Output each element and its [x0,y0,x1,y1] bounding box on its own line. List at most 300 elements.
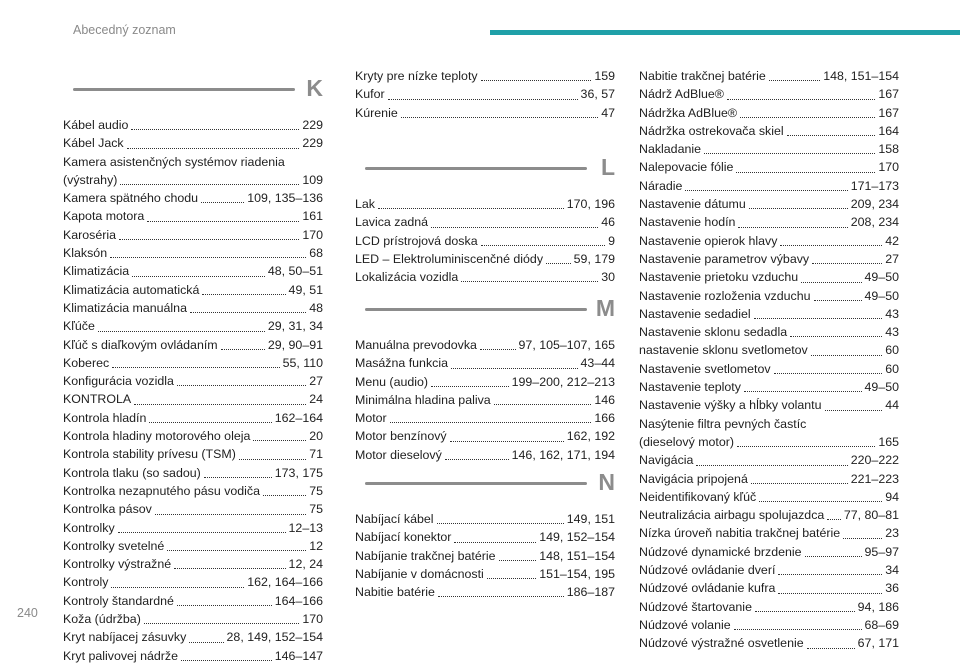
entry-pages: 173, 175 [274,465,323,480]
entry-pages: 71 [309,447,323,462]
entry-pages: 148, 151–154 [823,69,899,83]
index-entry [639,543,899,561]
dot-leader [546,263,571,264]
dot-leader [147,221,299,222]
entry-term: Kamera asistenčných systémov riadenia [63,154,285,169]
entry-term: Nastavenie sedadiel [639,306,751,321]
dot-leader [263,495,306,496]
index-entry [639,287,899,305]
dot-leader [149,422,271,423]
index-entry [639,104,899,122]
index-entry [63,628,323,646]
index-entries [63,116,323,665]
dot-leader [127,148,300,149]
index-entry [639,305,899,323]
entry-pages: 149, 152–154 [539,530,615,545]
entry-pages: 165 [878,434,899,449]
index-entry [639,122,899,140]
index-entry [639,451,899,469]
entry-term: Nabíjanie v domácnosti [355,566,484,581]
section-header [355,470,615,510]
entry-pages: 161 [302,209,323,224]
entry-term: Nastavenie rozloženia vzduchu [639,288,811,303]
dot-leader [167,550,306,551]
entry-term: Kontrola stability prívesu (TSM) [63,447,236,462]
index-section-n-continued [639,67,899,653]
dot-leader [132,276,265,277]
dot-leader [118,532,286,533]
entry-term: Náradie [639,178,683,193]
entry-term: Kábel Jack [63,136,124,151]
entry-pages: 36 [885,581,899,596]
entry-term: Kontrolky výstražné [63,557,172,572]
index-entry [63,281,323,299]
entry-pages: 220–222 [850,453,899,468]
entry-term: Kábel audio [63,118,129,132]
dot-leader [759,501,882,502]
entry-term: Kontrola tlaku (so sadou) [63,465,201,480]
entry-pages: 29, 31, 34 [267,319,323,334]
entry-pages: 34 [885,563,899,578]
entry-term: Karoséria [63,227,117,242]
entry-term: Navigácia [639,453,694,468]
index-entry [639,396,899,414]
index-entry [63,244,323,262]
entry-term: Nádržka AdBlue® [639,105,737,120]
dot-leader [378,208,564,209]
dot-leader [727,99,875,100]
entry-pages: 229 [302,118,323,132]
dot-leader [685,190,847,191]
dot-leader [119,239,299,240]
index-entry [355,510,615,528]
entry-term: Koberec [63,355,110,370]
dot-leader [736,172,875,173]
entry-pages: 158 [878,142,899,157]
entry-pages: 221–223 [850,471,899,486]
entry-pages: 162, 164–166 [247,575,323,590]
dot-leader [177,385,306,386]
index-entry [63,299,323,317]
entry-term: Kryt palivovej nádrže [63,648,179,663]
index-entry [639,415,899,452]
dot-leader [431,227,598,228]
entry-pages: 36, 57 [580,87,615,102]
entry-pages: 209, 234 [850,197,899,212]
entry-term: KONTROLA [63,392,132,407]
entry-pages: 170 [302,227,323,242]
entry-pages: 170 [878,160,899,175]
index-entry [355,268,615,286]
entry-pages: 49–50 [864,288,899,303]
index-entries [355,510,615,601]
entry-pages: 49–50 [864,380,899,395]
entry-term: LED – Elektroluminiscenčné diódy [355,251,544,266]
index-section-n [355,470,615,601]
dot-leader [111,587,244,588]
entry-pages: 162, 192 [566,429,615,444]
index-entry [355,250,615,268]
index-entry [355,213,615,231]
entry-term: Manuálna prevodovka [355,338,477,352]
entry-pages: 229 [302,136,323,151]
index-entry [639,598,899,616]
index-entry [355,547,615,565]
section-letter: N [598,469,615,495]
entry-term: Kryty pre nízke teploty [355,69,478,83]
index-entry [355,409,615,427]
section-letter: K [306,75,323,101]
dot-leader [499,560,537,561]
entry-pages: 208, 234 [850,215,899,230]
index-entry [639,561,899,579]
entry-pages: 23 [885,526,899,541]
entry-pages: 30 [601,270,615,285]
entry-term: Nasýtenie filtra pevných častíc [639,416,807,431]
index-entry [63,317,323,335]
dot-leader [749,208,848,209]
dot-leader [744,391,862,392]
index-section-k [63,76,323,665]
index-entry [355,85,615,103]
entry-term: Kryt nabíjacej zásuvky [63,630,187,645]
dot-leader [801,282,861,283]
index-entry [63,573,323,591]
entry-pages: 48 [309,300,323,315]
index-entry [355,427,615,445]
entry-pages: 29, 90–91 [267,337,323,352]
index-entry [639,470,899,488]
dot-leader [110,257,306,258]
entry-pages: 151–154, 195 [539,566,615,581]
index-entry [639,488,899,506]
section-divider [365,308,587,311]
entry-term: Lak [355,197,375,211]
entry-pages: 148, 151–154 [539,548,615,563]
entry-term: Neidentifikovaný kľúč [639,489,757,504]
index-entry [355,373,615,391]
dot-leader [201,202,244,203]
entry-term: Konfigurácia vozidla [63,374,174,389]
dot-leader [98,331,265,332]
entry-pages: 166 [594,411,615,426]
index-entries [355,336,615,464]
entry-term: Koža (údržba) [63,612,141,627]
entry-pages: 146 [594,392,615,407]
index-entry [355,565,615,583]
index-entry [355,354,615,372]
entry-pages: 46 [601,215,615,230]
entry-term: Kontrolky svetelné [63,538,165,553]
entry-term: Klimatizácia manuálna [63,300,187,315]
index-entry [63,207,323,225]
header-accent-bar [490,30,960,35]
entry-pages: 43 [885,325,899,340]
dot-leader [253,440,306,441]
entry-pages: 167 [878,87,899,102]
entry-term: Nalepovacie fólie [639,160,734,175]
index-section-k-continued [355,67,615,122]
index-entry [63,500,323,518]
index-entry [63,555,323,573]
entry-term: Motor dieselový [355,447,442,462]
index-entry [639,579,899,597]
index-entries [639,67,899,653]
index-entry [63,153,323,190]
dot-leader [155,514,306,515]
index-entry [63,647,323,665]
entry-pages: 49–50 [864,270,899,285]
entry-term: Núdzové ovládanie dverí [639,563,776,578]
entry-pages: 109 [302,172,323,187]
entry-term: Nastavenie dátumu [639,197,746,212]
index-entry [63,409,323,427]
entry-pages: 149, 151 [566,512,615,526]
entry-term: Klimatizácia [63,264,130,279]
entry-term: Kontroly štandardné [63,593,174,608]
entry-term: Nádrž AdBlue® [639,87,724,102]
entry-term: Nádržka ostrekovača skiel [639,123,784,138]
entry-term: Minimálna hladina paliva [355,392,491,407]
index-entry [63,390,323,408]
entry-pages: 170 [302,612,323,627]
entry-term: Nabíjací konektor [355,530,452,545]
index-entry [63,189,323,207]
index-entry [63,519,323,537]
section-letter: M [595,295,615,321]
dot-leader [450,441,564,442]
dot-leader [461,281,598,282]
index-entry [639,213,899,231]
index-entry [639,378,899,396]
entry-term: Nastavenie opierok hlavy [639,233,778,248]
entry-term: Klaksón [63,246,108,261]
dot-leader [481,245,606,246]
index-entry [355,391,615,409]
entry-term-continued: (dieselový motor) [639,434,735,449]
index-entry [63,226,323,244]
dot-leader [814,300,862,301]
index-entry [63,354,323,372]
dot-leader [112,367,279,368]
page-number: 240 [17,606,38,620]
index-entry [639,341,899,359]
index-entry [639,268,899,286]
entry-pages: 146, 162, 171, 194 [511,447,615,462]
page-header-title: Abecedný zoznam [73,23,176,37]
entry-pages: 28, 149, 152–154 [226,630,323,645]
dot-leader [494,404,592,405]
entry-pages: 164 [878,123,899,138]
entry-term: Kontroly [63,575,109,590]
entry-pages: 171–173 [850,178,899,193]
section-divider [365,167,587,170]
entry-term: Kontrolka nezapnutého pásu vodiča [63,483,261,498]
dot-leader [751,483,848,484]
dot-leader [438,596,564,597]
entry-term: nastavenie sklonu svetlometov [639,343,808,358]
entry-pages: 20 [309,429,323,444]
entry-term: Nabitie trakčnej batérie [639,69,766,83]
dot-leader [445,459,509,460]
entry-term: Kľúč s diaľkovým ovládaním [63,337,218,352]
section-header [355,296,615,336]
dot-leader [388,99,578,100]
entry-term: Neutralizácia airbagu spolujazdca [639,508,825,523]
entry-term: Nabitie batérie [355,585,435,600]
index-entries [355,195,615,286]
entry-term: Klimatizácia automatická [63,282,200,297]
dot-leader [481,80,592,81]
dot-leader [778,593,882,594]
dot-leader [181,660,272,661]
dot-leader [144,623,299,624]
entry-pages: 43 [885,306,899,321]
dot-leader [431,386,509,387]
entry-pages: 68–69 [864,617,899,632]
index-entry [639,524,899,542]
dot-leader [769,80,820,81]
entry-term: LCD prístrojová doska [355,233,478,248]
entry-pages: 186–187 [566,585,615,600]
index-entry [63,445,323,463]
entry-pages: 146–147 [274,648,323,663]
entry-term: Kontrola hladín [63,410,147,425]
dot-leader [825,410,883,411]
dot-leader [696,465,847,466]
entry-pages: 59, 179 [573,251,615,266]
dot-leader [805,556,862,557]
index-entry [63,427,323,445]
dot-leader [734,629,862,630]
index-entry [63,372,323,390]
entry-pages: 60 [885,361,899,376]
entry-pages: 68 [309,246,323,261]
index-entry [355,528,615,546]
index-entry [639,506,899,524]
dot-leader [202,294,285,295]
section-divider [73,88,295,91]
index-entry [63,592,323,610]
index-entry [355,336,615,354]
index-entry [63,336,323,354]
entry-pages: 12, 24 [288,557,323,572]
entry-pages: 77, 80–81 [843,508,899,523]
entry-term: Kontrola hladiny motorového oleja [63,429,251,444]
dot-leader [755,611,855,612]
index-entry [355,67,615,85]
entry-term: Motor benzínový [355,429,447,444]
entry-pages: 60 [885,343,899,358]
entry-term: Kontrolka pásov [63,502,152,517]
dot-leader [843,538,882,539]
section-header [63,76,323,116]
entry-term: Motor [355,411,387,426]
index-entry [639,85,899,103]
entry-term: Nakladanie [639,142,701,157]
entry-pages: 162–164 [274,410,323,425]
index-entry [63,610,323,628]
dot-leader [480,349,516,350]
dot-leader [778,574,882,575]
dot-leader [390,422,592,423]
dot-leader [738,227,847,228]
entry-term: Lavica zadná [355,215,429,230]
dot-leader [239,459,306,460]
entry-term: Menu (audio) [355,374,429,389]
index-entry [639,634,899,652]
entry-pages: 167 [878,105,899,120]
index-entry [639,67,899,85]
entry-term-continued: (výstrahy) [63,172,118,187]
entry-pages: 94, 186 [857,599,899,614]
entry-pages: 75 [309,502,323,517]
entry-term: Navigácia pripojená [639,471,748,486]
entry-pages: 159 [594,69,615,83]
dot-leader [451,368,578,369]
entry-pages: 47 [601,105,615,120]
entry-term: Kapota motora [63,209,145,224]
entry-term: Nastavenie prietoku vzduchu [639,270,799,285]
entry-pages: 95–97 [864,544,899,559]
dot-leader [811,355,882,356]
entry-pages: 48, 50–51 [267,264,323,279]
entry-pages: 55, 110 [282,355,323,370]
entry-pages: 109, 135–136 [247,191,323,206]
entry-pages: 12 [309,538,323,553]
index-entry [639,195,899,213]
entry-term: Nastavenie svetlometov [639,361,771,376]
index-entry [639,140,899,158]
entry-pages: 49, 51 [288,282,323,297]
index-entry [639,323,899,341]
entry-term: Núdzové ovládanie kufra [639,581,776,596]
entry-pages: 24 [309,392,323,407]
entry-term: Nabíjací kábel [355,512,434,526]
entry-term: Masážna funkcia [355,356,448,371]
dot-leader [774,373,883,374]
entry-term: Kúrenie [355,105,398,120]
entry-term: Nabíjanie trakčnej batérie [355,548,496,563]
entry-pages: 94 [885,489,899,504]
dot-leader [177,605,272,606]
index-entry [639,360,899,378]
dot-leader [827,519,841,520]
index-entry [63,464,323,482]
dot-leader [787,135,876,136]
index-entry [63,116,323,134]
dot-leader [454,542,536,543]
index-section-l [355,155,615,286]
entry-term: Kľúče [63,319,95,334]
dot-leader [174,568,285,569]
entry-term: Nastavenie výšky a hĺbky volantu [639,398,822,413]
index-entry [63,262,323,280]
dot-leader [740,117,875,118]
dot-leader [780,245,882,246]
entry-pages: 43–44 [580,356,615,371]
index-entry [639,232,899,250]
dot-leader [190,312,306,313]
entry-pages: 27 [885,251,899,266]
entry-pages: 97, 105–107, 165 [518,338,615,352]
entry-term: Núdzové volanie [639,617,731,632]
dot-leader [221,349,265,350]
dot-leader [131,129,299,130]
dot-leader [487,578,536,579]
dot-leader [704,153,875,154]
index-entry [63,537,323,555]
